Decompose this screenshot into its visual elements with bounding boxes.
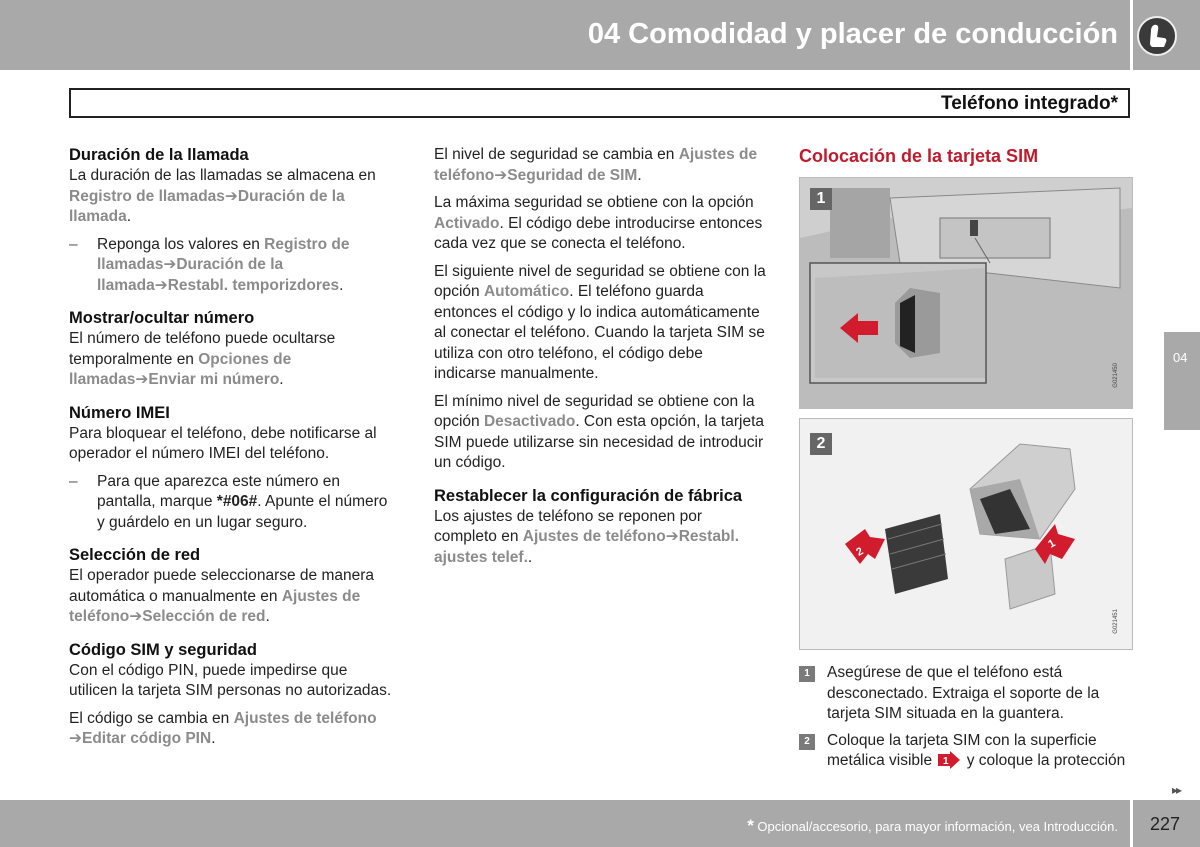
- paragraph: El mínimo nivel de seguridad se obtiene con la opción Desactivado. Con esta opción, la tarjeta SIM puede utilizarse sin necesidad de introducir un código.: [434, 392, 765, 471]
- list-item: – Para que aparezca este número en pantalla, marque *#06#. Apunte el número y guárdelo en un lugar seguro.: [69, 472, 399, 534]
- footer-note: * Opcional/accesorio, para mayor información, vea Introducción.: [747, 816, 1118, 835]
- footer-band: [0, 800, 1130, 847]
- figure-number-badge: 2: [810, 433, 832, 455]
- step-item: [799, 663, 1134, 725]
- step-text: Asegúrese de que el teléfono está desconectado. Extraiga el soporte de la tarjeta SIM situada en la guantera.: [827, 664, 1100, 722]
- chapter-side-tab: [1164, 332, 1200, 430]
- paragraph: El número de teléfono puede ocultarse temporalmente en Opciones de llamadas➔Enviar mi número.: [69, 330, 336, 388]
- heading-network-selection: Selección de red: [69, 546, 201, 564]
- asterisk: *: [747, 816, 754, 835]
- column-3: [799, 145, 1134, 776]
- step-number: 1: [799, 666, 815, 682]
- dash-bullet: –: [69, 472, 78, 490]
- paragraph: El siguiente nivel de seguridad se obtiene con la opción Automático. El teléfono guarda entonces el código y lo indica automáticamente al conectar el teléfono. Cuando la tarjeta SIM se utiliza con otro teléfono, el código debe indicarse manualmente.: [434, 262, 766, 382]
- heading-factory-reset: Restablecer la configuración de fábrica: [434, 486, 743, 505]
- sim-placement-title: Colocación de la tarjeta SIM: [799, 146, 1039, 166]
- paragraph: Para bloquear el teléfono, debe notificarse al operador el número IMEI del teléfono.: [69, 424, 377, 462]
- red-arrow-label: 1: [943, 756, 949, 767]
- step-text: Coloque la tarjeta SIM con la superficie metálica visible 1 y coloque la protección: [827, 731, 1134, 776]
- paragraph: Con el código PIN, puede impedirse que utilicen la tarjeta SIM personas no autorizadas.: [69, 661, 392, 699]
- step-item: [799, 731, 1134, 776]
- list-item: – Reponga los valores en Registro de llamadas➔Duración de la llamada➔Restabl. temporizdores.: [69, 235, 399, 297]
- arrow-label: 1: [1046, 537, 1058, 551]
- arrow-icon: ➔: [224, 187, 238, 205]
- side-tab-label: 04: [1173, 350, 1188, 365]
- arrow-icon: ➔: [665, 528, 679, 545]
- section-subtitle: Teléfono integrado*: [941, 93, 1118, 114]
- arrow-icon: ➔: [129, 608, 143, 625]
- arrow-icon: ➔: [494, 166, 508, 184]
- continue-icon: ▸▸: [1172, 783, 1181, 797]
- arrow-icon: ➔: [154, 276, 168, 294]
- glovebox-illustration: [799, 177, 1133, 409]
- paragraph: Los ajustes de teléfono se reponen por completo en Ajustes de teléfono➔Restabl. ajustes telef..: [434, 507, 740, 566]
- section-subtitle-bar: [69, 88, 1130, 118]
- heading-sim-code: Código SIM y seguridad: [69, 640, 257, 659]
- paragraph: El nivel de seguridad se cambia en Ajustes de teléfono➔Seguridad de SIM.: [434, 146, 758, 184]
- column-1: [69, 145, 399, 757]
- arrow-label: 2: [854, 545, 866, 559]
- paragraph: El código se cambia en Ajustes de teléfono ➔Editar código PIN.: [69, 709, 377, 747]
- arrow-icon: ➔: [69, 730, 82, 747]
- figure-code: G021451: [1112, 609, 1119, 634]
- paragraph: La duración de las llamadas se almacena en Registro de llamadas➔Duración de la llamada.: [69, 167, 376, 225]
- paragraph: La máxima seguridad se obtiene con la opción Activado. El código debe introducirse entonces cada vez que se conecta el teléfono.: [434, 194, 763, 252]
- arrow-icon: ➔: [135, 371, 149, 388]
- column-2: [434, 145, 769, 575]
- arrow-icon: ➔: [163, 256, 177, 273]
- heading-imei: Número IMEI: [69, 403, 170, 422]
- heading-show-hide-number: Mostrar/ocultar número: [69, 309, 255, 327]
- chapter-title: 04 Comodidad y placer de conducción: [587, 18, 1118, 50]
- dash-bullet: –: [69, 235, 78, 253]
- heading-call-duration: Duración de la llamada: [69, 146, 249, 164]
- seat-icon: [1137, 16, 1177, 56]
- figure-number-badge: 1: [810, 188, 832, 210]
- figure-code: G021450: [1112, 363, 1119, 388]
- page-number: 227: [1150, 814, 1181, 834]
- paragraph: El operador puede seleccionarse de manera automática o manualmente en Ajustes de teléfono➔Selección de red.: [69, 567, 375, 625]
- step-number: 2: [799, 734, 815, 750]
- sim-holder-illustration: [799, 418, 1133, 650]
- red-arrow-icon: [938, 751, 960, 776]
